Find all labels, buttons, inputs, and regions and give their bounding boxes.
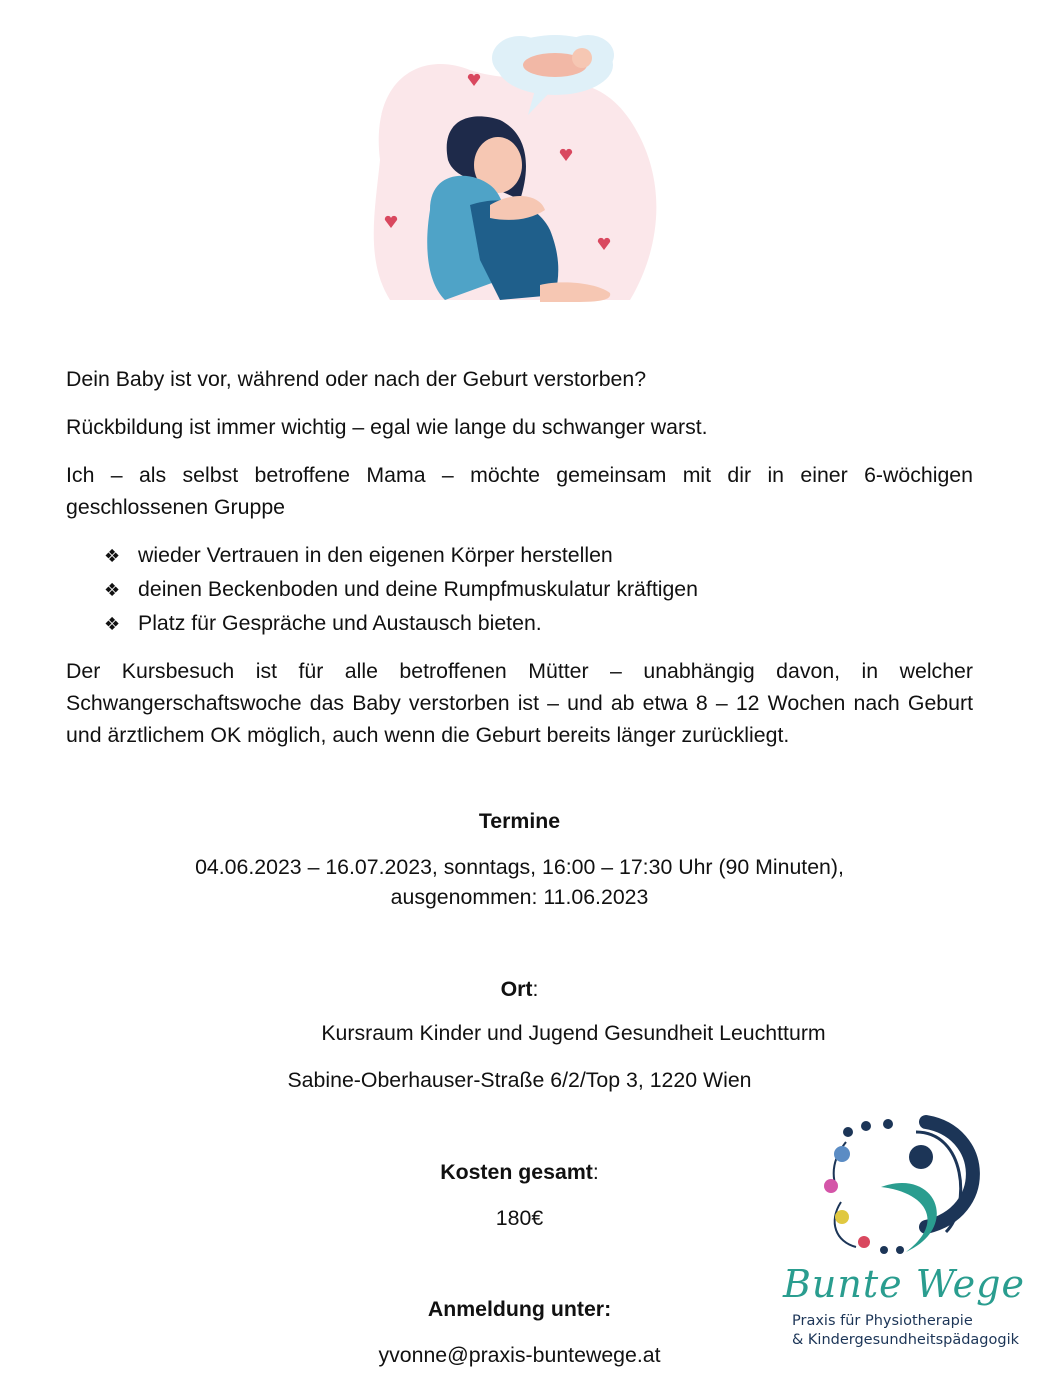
logo-subtitle: Praxis für Physiotherapie & Kindergesundheitspädagogik — [792, 1313, 1020, 1348]
kosten-heading: Kosten gesamt: — [440, 1160, 599, 1184]
goals-list — [66, 539, 973, 641]
diamond-bullet-icon: ❖ — [104, 546, 121, 567]
intro-statement: Rückbildung ist immer wichtig – egal wie lange du schwanger warst. — [66, 415, 708, 439]
intro-offer: Ich – als selbst betroffene Mama – möchte gemeinsam mit dir in einer 6-wöchigen geschlossenen Gruppe — [66, 463, 973, 519]
diamond-bullet-icon: ❖ — [104, 614, 121, 635]
logo-wordmark: Bunte Wege — [783, 1262, 1025, 1306]
grieving-mother-illustration — [360, 10, 670, 310]
email-link[interactable]: yvonne@praxis-buntewege.at — [378, 1343, 661, 1367]
ort-venue: Kursraum Kinder und Jugend Gesundheit Leuchtturm — [321, 1021, 826, 1045]
ort-address: Sabine-Oberhauser-Straße 6/2/Top 3, 1220 Wien — [287, 1068, 752, 1092]
termine-exception: ausgenommen: 11.06.2023 — [390, 885, 649, 909]
list-item: ❖ Platz für Gespräche und Austausch bieten. — [104, 607, 973, 641]
list-item: ❖ wieder Vertrauen in den eigenen Körper herstellen — [104, 539, 973, 573]
anmeldung-heading: Anmeldung unter: — [427, 1297, 612, 1321]
kosten-value: 180€ — [495, 1206, 544, 1230]
intro-question: Dein Baby ist vor, während oder nach der Geburt verstorben? — [66, 367, 647, 391]
diamond-bullet-icon: ❖ — [104, 580, 121, 601]
ort-heading: Ort: — [500, 977, 539, 1001]
main-text — [66, 363, 973, 751]
termine-dates: 04.06.2023 – 16.07.2023, sonntags, 16:00 – 17:30 Uhr (90 Minuten), — [195, 855, 844, 879]
list-item: ❖ deinen Beckenboden und deine Rumpfmuskulatur kräftigen — [104, 573, 973, 607]
termine-heading: Termine — [478, 809, 561, 833]
course-note: Der Kursbesuch ist für alle betroffenen Mütter – unabhängig davon, in welcher Schwangerschaftswoche das Baby verstorben ist – und ab etwa 8 – 12 Wochen nach Geburt und ärztlichem OK möglich, auch wenn die Geburt bereits länger zurückliegt. — [66, 659, 973, 747]
